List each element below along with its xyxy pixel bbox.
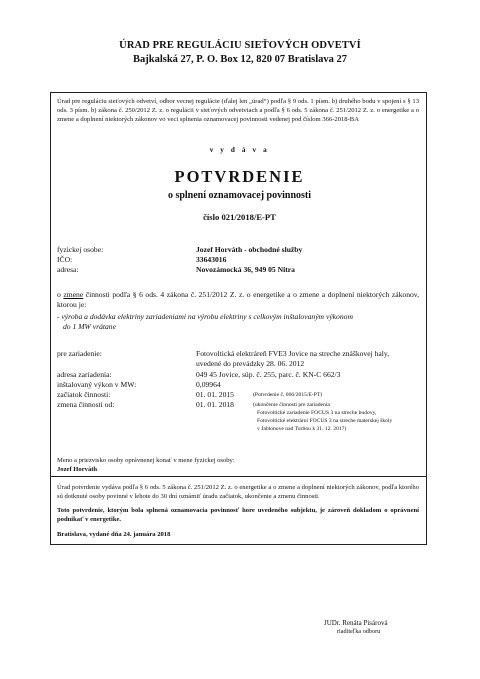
certificate-box [50, 92, 427, 545]
activity-line1: výroba a dodávka elektriny zariadeniami na výrobu elektriny s celkovým inštalovaným výkonom [61, 312, 353, 321]
address-value: Novozámocká 36, 949 05 Nitra [196, 265, 295, 274]
section-divider [50, 476, 427, 477]
change-note-3: Fotovoltické elektrárni FOCUS 3 na streche materskej školy [257, 418, 393, 424]
vydava-text: v y d á v a [209, 146, 270, 154]
validity-paragraph: Toto potvrdenie, ktorým bola splnená oznamovacia povinnosť hore uvedeného subjektu, je zároveň dokladom o oprávnení podnikať v energetike. [57, 507, 419, 524]
change-underlined: zmene [63, 290, 84, 299]
facility-label: pre zariadenie: [57, 349, 102, 358]
ico-value: 33643016 [196, 255, 227, 264]
person-label: fyzickej osobe: [57, 245, 104, 254]
authorized-person-label: Meno a priezvisko osoby oprávnenej konať v mene fyzickej osoby: [57, 457, 235, 464]
power-value: 0,09964 [196, 380, 221, 389]
bullet-dash: - [57, 312, 60, 321]
change-date-label: zmena činnosti od: [57, 400, 115, 409]
power-label: inštalovaný výkon v MW: [57, 380, 137, 389]
facility-address-value: 049 45 Jovice, súp. č. 255, parc. č. KN-C 662/3 [196, 370, 341, 379]
change-note-1: (ukončenie činnosti pre zariadenia [253, 402, 330, 408]
address-label: adresa: [57, 265, 79, 274]
facility-value: Fotovoltická elektráreň FVE3 Jovice na streche znáškovej haly, uvedené do prevádzky 28. 06. 2012 [196, 349, 390, 368]
intro-paragraph: Úrad pre reguláciu sieťových odvetví, odbor vecnej regulácie (ďalej len „úrad“) podľa § 9 ods. 1 písm. b) druhého bodu v spojení s § 13 ods. 3 písm. b) zákona č. 250/2012 Z. z. o regulácii v sieťových odvetviach a podľa § 6 ods. 5 zákona č. 251/2012 Z. z. o energetike a o zmene a doplnení niektorých zákonov vo veci splnenia oznamovacej povinnosti vedenej pod číslom 366-2018-BA [57, 98, 419, 124]
change-date-value: 01. 01. 2018 [196, 400, 234, 409]
start-label: začiatok činnosti: [57, 390, 111, 399]
person-value: Jozef Horváth - obchodné služby [196, 245, 303, 254]
authority-address: Bajkalská 27, P. O. Box 12, 820 07 Bratislava 27 [132, 54, 347, 65]
activity-bullet [57, 312, 419, 322]
ico-label: IČO: [57, 255, 73, 264]
activity-bullet-line2: do 1 MW vrátane [63, 322, 116, 331]
start-value: 01. 01. 2015 [196, 390, 234, 399]
change-suffix: činnosti podľa § 6 ods. 4 zákona č. 251/2012 Z. z. o energetike a o zmene a doplnení niektorých zákonov, ktorou je: [57, 290, 419, 309]
change-paragraph [57, 290, 419, 310]
signatory-role: riaditeľka odboru [337, 628, 381, 635]
change-prefix: o [57, 290, 64, 299]
authorized-person-value: Jozef Horváth [57, 466, 98, 473]
legal-paragraph: Úrad potvrdenie vydáva podľa § 6 ods. 5 zákona č. 251/2012 Z. z. o energetike a o zmene a doplnení niektorých zákonov, podľa ktorého sú dotknuté osoby povinné v lehote do 30 dní oznámiť úradu začiatok, ukončenie a zmenu činnosti. [57, 484, 419, 501]
signatory-name: JUDr. Renáta Pisárová [324, 619, 388, 627]
document-title: POTVRDENIE [174, 167, 305, 186]
facility-address-label: adresa zariadenia: [57, 370, 112, 379]
document-subtitle: o splnení oznamovacej povinnosti [167, 190, 312, 201]
issue-date: Bratislava, vydané dňa 24. januára 2018 [57, 531, 171, 538]
document-number: číslo 021/2018/E-PT [203, 212, 276, 222]
change-note-4: v Jablonove nad Turňou k 31. 12. 2017) [257, 426, 347, 432]
authority-name: ÚRAD PRE REGULÁCIU SIEŤOVÝCH ODVETVÍ [119, 40, 361, 51]
change-note-2: Fotovoltické zariadenie FOCUS 3 na streche budovy, [257, 410, 377, 416]
start-note: (Potvrdenie č. 066/2015/E-PT) [253, 392, 323, 398]
